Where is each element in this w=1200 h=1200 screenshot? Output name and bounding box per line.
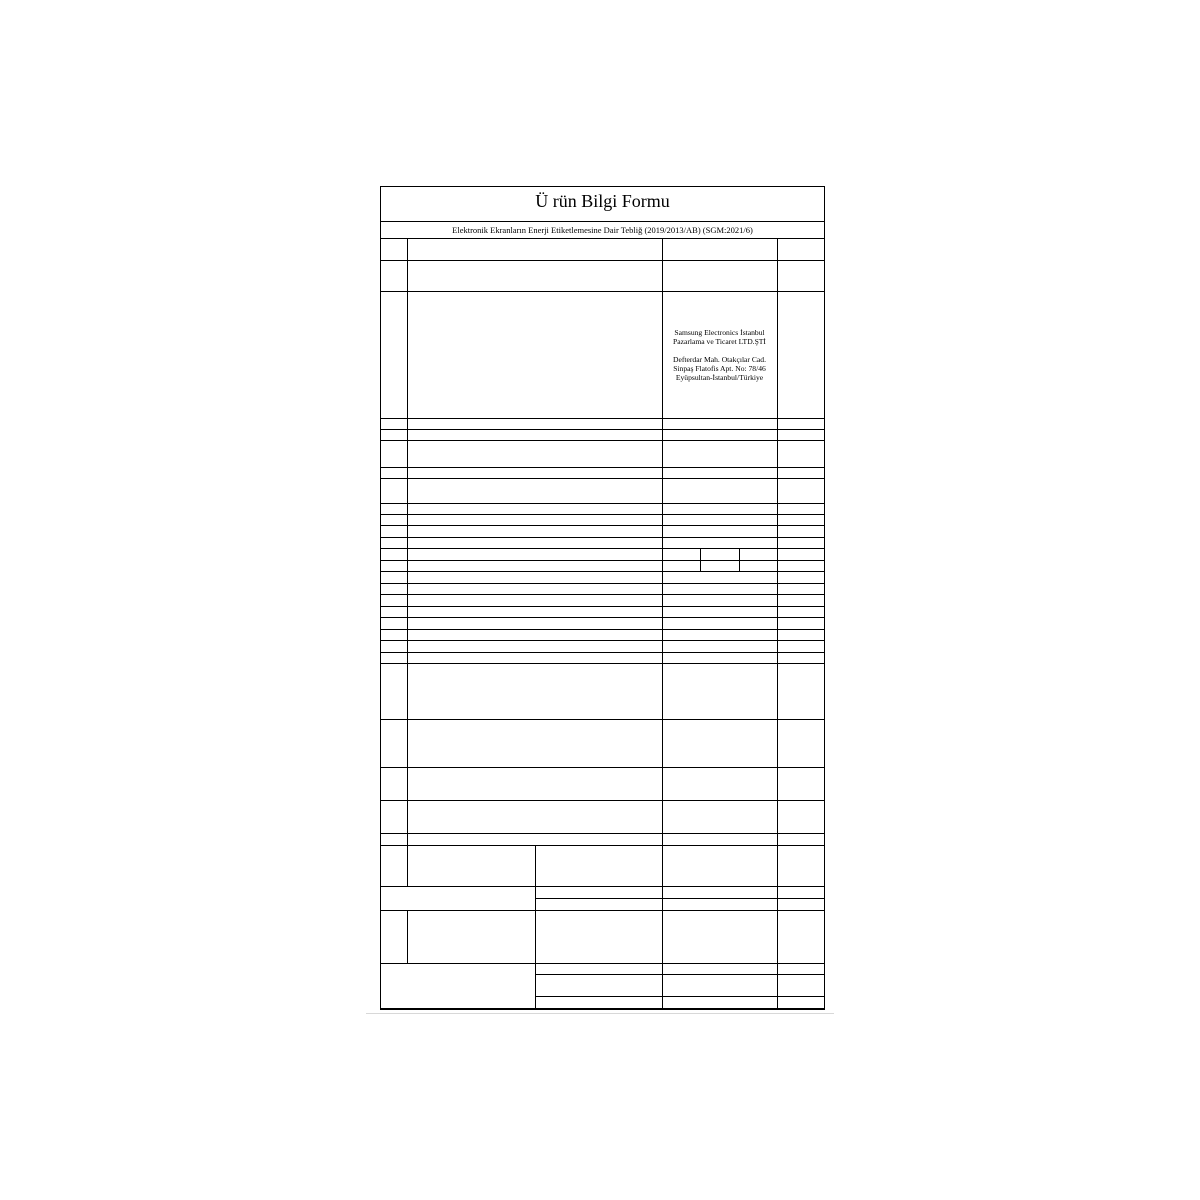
row-rule xyxy=(381,663,825,664)
row-rule xyxy=(381,583,825,584)
parameter-value: Pazarlama ve Ticaret LTD.ŞTİ xyxy=(673,336,766,346)
row-rule xyxy=(535,898,825,899)
column-rule xyxy=(407,910,408,963)
row-rule xyxy=(381,617,825,618)
row-rule xyxy=(381,629,825,630)
parameter-value: Samsung Electronics İstanbul xyxy=(674,327,765,337)
parameter-value: Sinpaş Flatofis Apt. No: 78/46 xyxy=(673,363,766,373)
row-rule xyxy=(381,525,825,526)
column-rule xyxy=(700,548,701,560)
row-rule xyxy=(381,571,825,572)
row-rule xyxy=(381,418,825,419)
form-title: Ü rün Bilgi Formu xyxy=(381,187,824,222)
column-rule xyxy=(407,845,408,886)
row-rule xyxy=(381,440,825,441)
column-rule xyxy=(739,548,740,560)
parameter-value: Eyüpsultan-İstanbul/Türkiye xyxy=(675,372,764,382)
row-rule xyxy=(381,537,825,538)
column-rule xyxy=(407,239,408,845)
row-rule xyxy=(381,800,825,801)
page-divider xyxy=(366,1013,834,1014)
row-rule xyxy=(381,719,825,720)
row-rule xyxy=(381,467,825,468)
product-info-form xyxy=(380,186,825,1010)
column-rule xyxy=(777,239,778,1008)
column-rule xyxy=(535,845,536,910)
row-rule xyxy=(381,1008,825,1009)
row-rule xyxy=(381,640,825,641)
row-rule xyxy=(381,260,825,261)
column-rule xyxy=(662,239,663,1008)
row-rule xyxy=(381,503,825,504)
row-rule xyxy=(381,594,825,595)
row-rule xyxy=(381,606,825,607)
column-rule xyxy=(535,910,536,1008)
form-subtitle: Elektronik Ekranların Enerji Etiketlemesine Dair Tebliğ (2019/2013/AB) (SGM:2021/6) xyxy=(381,222,824,239)
row-rule xyxy=(381,963,825,964)
row-rule xyxy=(381,652,825,653)
row-rule xyxy=(381,291,825,292)
column-rule xyxy=(700,560,701,571)
row-rule xyxy=(381,833,825,834)
row-rule xyxy=(381,886,825,887)
row-rule xyxy=(381,845,825,846)
row-rule xyxy=(535,974,825,975)
column-rule xyxy=(739,560,740,571)
row-rule xyxy=(381,478,825,479)
row-rule xyxy=(535,996,825,997)
row-rule xyxy=(381,910,825,911)
row-rule xyxy=(381,560,825,561)
row-rule xyxy=(381,514,825,515)
row-rule xyxy=(381,548,825,549)
row-rule xyxy=(381,767,825,768)
parameter-value: Defterdar Mah. Otakçılar Cad. xyxy=(673,354,766,364)
row-rule xyxy=(381,429,825,430)
